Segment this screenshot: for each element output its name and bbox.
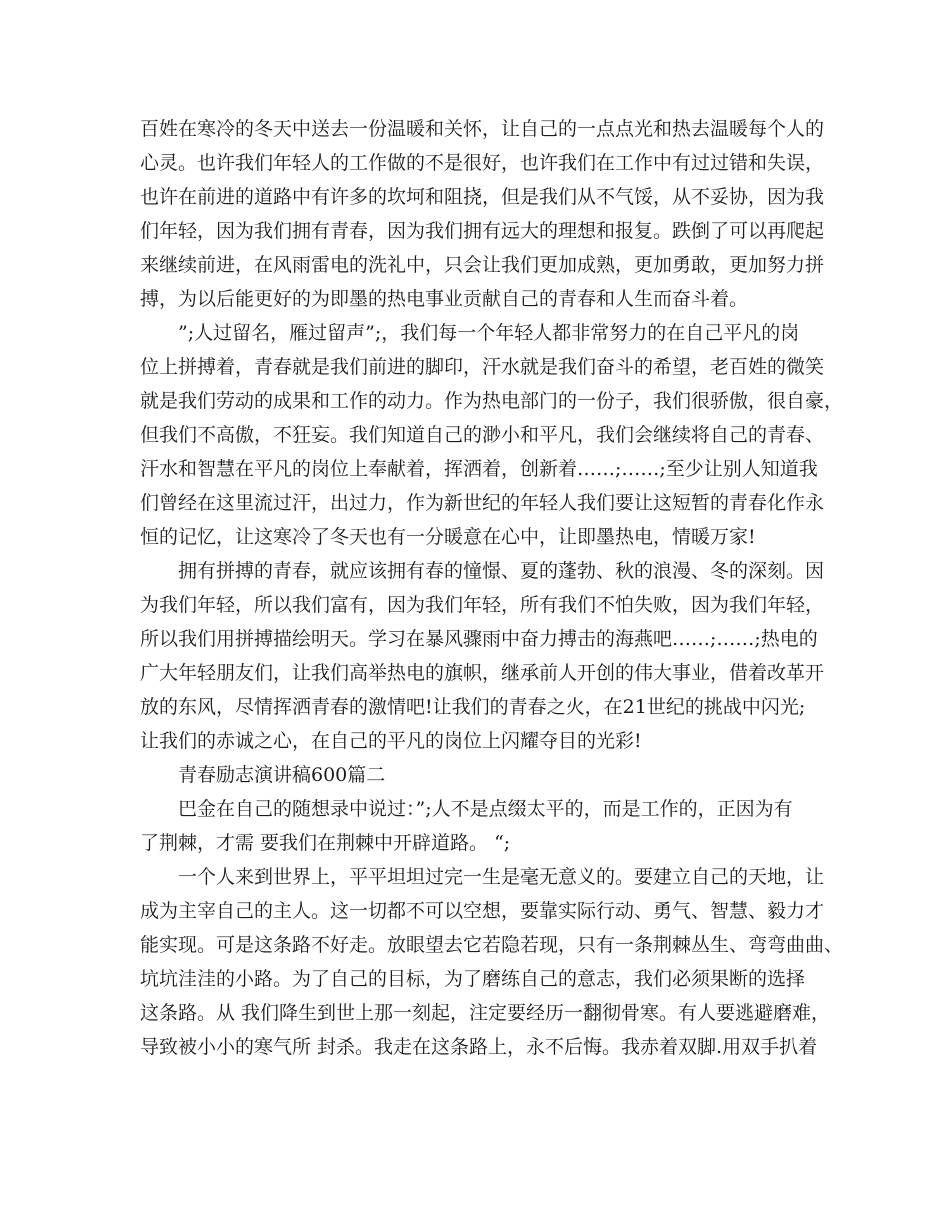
section-heading: 青春励志演讲稿600篇二 bbox=[140, 764, 386, 786]
text-line: 了荆棘，才需 要我们在荆棘中开辟道路。 “; bbox=[140, 832, 511, 854]
text-line: 导致被小小的寒气所 封杀。我走在这条路上，永不后悔。我赤着双脚.用双手扒着 bbox=[140, 1036, 818, 1058]
text-line: 就是我们劳动的成果和工作的动力。作为热电部门的一份子，我们很骄傲，很自豪， bbox=[140, 390, 844, 412]
text-line: 广大年轻朋友们，让我们高举热电的旗帜，继承前人开创的伟大事业，借着改革开 bbox=[140, 662, 825, 684]
text-line: 一个人来到世界上，平平坦坦过完一生是毫无意义的。要建立自己的天地，让 bbox=[140, 866, 825, 888]
text-line: ”;人过留名，雁过留声”;，我们每一个年轻人都非常努力的在自己平凡的岗 bbox=[140, 322, 800, 344]
text-line: 放的东风，尽情挥洒青春的激情吧!让我们的青春之火，在21世纪的挑战中闪光; bbox=[140, 696, 806, 718]
text-line: 们曾经在这里流过汗，出过力，作为新世纪的年轻人我们要让这短暂的青春化作永 bbox=[140, 492, 825, 514]
text-line: 拥有拼搏的青春，就应该拥有春的憧憬、夏的蓬勃、秋的浪漫、冬的深刻。因 bbox=[140, 560, 825, 582]
text-line: 成为主宰自己的主人。这一切都不可以空想，要靠实际行动、勇气、智慧、毅力才 bbox=[140, 900, 825, 922]
text-line: 这条路。从 我们降生到世上那一刻起，注定要经历一翻彻骨寒。有人要逃避磨难， bbox=[140, 1002, 831, 1024]
text-line: 但我们不高傲，不狂妄。我们知道自己的渺小和平凡，我们会继续将自己的青春、 bbox=[140, 424, 825, 446]
text-line: 能实现。可是这条路不好走。放眼望去它若隐若现，只有一条荆棘丛生、弯弯曲曲、 bbox=[140, 934, 844, 956]
text-line: 所以我们用拼搏描绘明天。学习在暴风骤雨中奋力搏击的海燕吧……;……;热电的 bbox=[140, 628, 818, 650]
text-line: 巴金在自己的随想录中说过：”;人不是点缀太平的，而是工作的，正因为有 bbox=[140, 798, 793, 820]
text-line: 坑坑洼洼的小路。为了自己的目标，为了磨练自己的意志，我们必须果断的选择 bbox=[140, 968, 806, 990]
text-line: 恒的记忆，让这寒冷了冬天也有一分暖意在心中，让即墨热电，情暖万家! bbox=[140, 526, 756, 548]
text-line: 位上拼搏着，青春就是我们前进的脚印，汗水就是我们奋斗的希望，老百姓的微笑 bbox=[140, 356, 825, 378]
text-line: 们年轻，因为我们拥有青春，因为我们拥有远大的理想和报复。跌倒了可以再爬起 bbox=[140, 220, 825, 242]
text-line: 来继续前进，在风雨雷电的洗礼中，只会让我们更加成熟，更加勇敢，更加努力拼 bbox=[140, 254, 825, 276]
text-line: 让我们的赤诚之心，在自己的平凡的岗位上闪耀夺目的光彩! bbox=[140, 730, 642, 752]
text-line: 心灵。也许我们年轻人的工作做的不是很好，也许我们在工作中有过过错和失误， bbox=[140, 152, 825, 174]
text-line: 也许在前进的道路中有许多的坎坷和阻挠，但是我们从不气馁，从不妥协，因为我 bbox=[140, 186, 825, 208]
text-line: 为我们年轻，所以我们富有，因为我们年轻，所有我们不怕失败，因为我们年轻， bbox=[140, 594, 825, 616]
text-line: 搏，为以后能更好的为即墨的热电事业贡献自己的青春和人生而奋斗着。 bbox=[140, 288, 749, 310]
text-line: 百姓在寒冷的冬天中送去一份温暖和关怀，让自己的一点点光和热去温暖每个人的 bbox=[140, 118, 825, 140]
text-line: 汗水和智慧在平凡的岗位上奉献着，挥洒着，创新着……;……;至少让别人知道我 bbox=[140, 458, 818, 480]
